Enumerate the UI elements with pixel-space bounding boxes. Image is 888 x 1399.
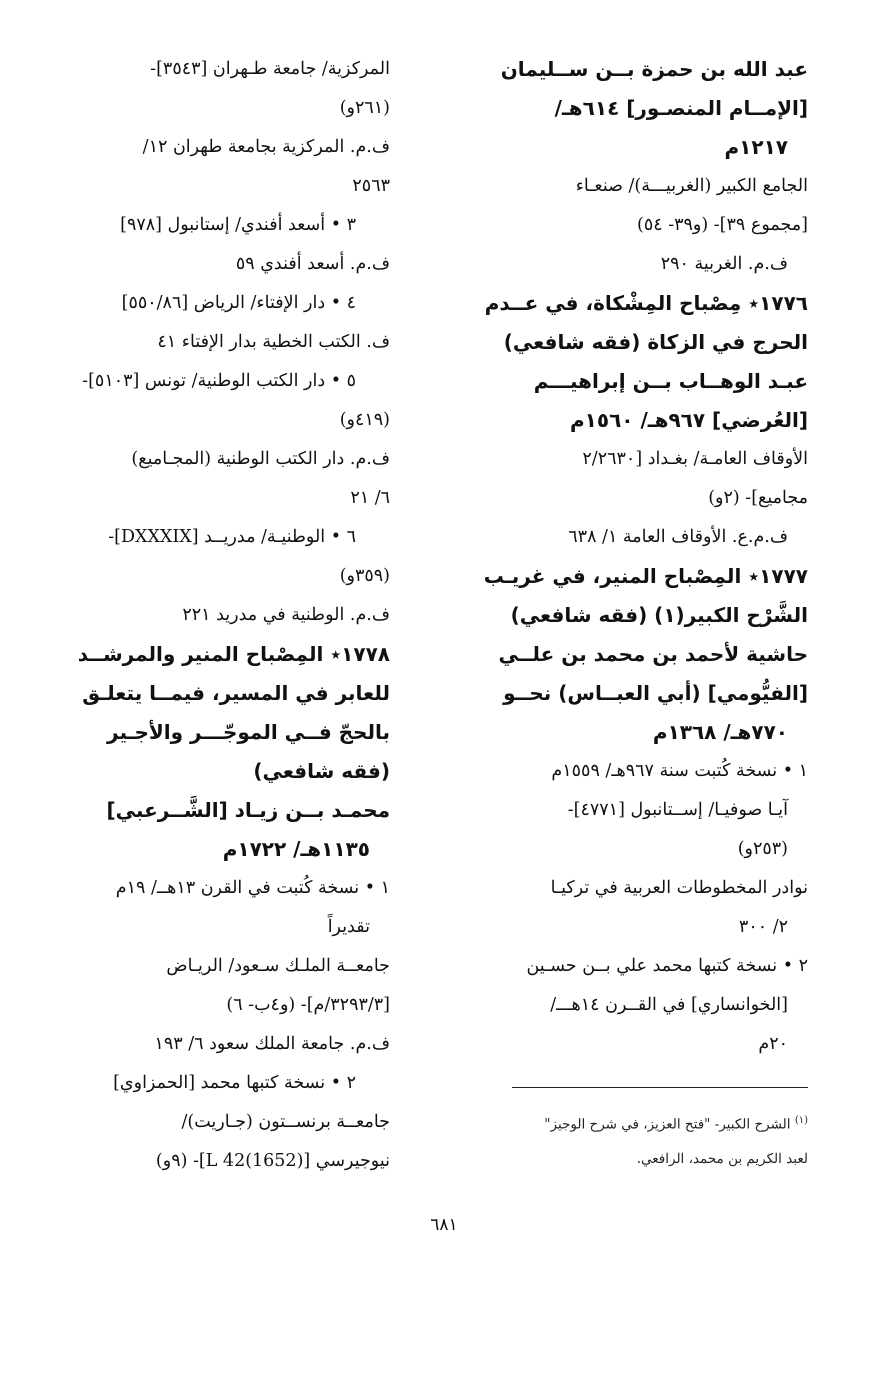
- right-column-line: ٢ • نسخة كتبها محمد علي بــن حسـين: [526, 956, 808, 976]
- left-column-line: ٣ • أسعد أفندي/ إستانبول [٩٧٨]: [120, 215, 356, 235]
- right-column-line: ١٧٧٧٭ المِصْباح المنير، في غريـب: [483, 564, 808, 588]
- right-column-line: الشَّرْح الكبير(١) (فقه شافعي): [510, 603, 808, 627]
- right-column-line: [الفيُّومي] (أبي العبــاس) نحــو: [503, 681, 808, 705]
- left-column-line: (٣٥٩و): [339, 566, 390, 586]
- left-column-line: ٤ • دار الإفتاء/ الرياض [٥٥٠/٨٦]: [121, 293, 356, 313]
- left-column-line: جامعــة برنســتون (جـاريت)/: [181, 1112, 390, 1132]
- right-column-line: حاشية لأحمد بن محمد بن علــي: [498, 642, 808, 666]
- left-column-line: ٢ • نسخة كتبها محمد [الحمزاوي]: [113, 1073, 356, 1093]
- left-column-line: للعابر في المسير، فيمــا يتعلـق: [82, 681, 390, 705]
- right-column-line: عبد الله بن حمزة بــن ســليمان: [500, 57, 808, 81]
- right-column-line: [العُرضي] ٩٦٧هـ/ ١٥٦٠م: [569, 408, 808, 432]
- footnote-text-1: الشرح الكبير- "فتح العزيز، في شرح الوجيز": [544, 1116, 791, 1133]
- right-column-line: ١ • نسخة كُتبت سنة ٩٦٧هـ/ ١٥٥٩م: [551, 761, 808, 781]
- left-column-line: جامعــة الملـك سـعود/ الريـاض: [166, 956, 390, 976]
- footnote-marker: (١): [794, 1115, 808, 1126]
- left-column-line: ف. الكتب الخطية بدار الإفتاء ٤١: [157, 332, 390, 352]
- left-column-line: ف.م. دار الكتب الوطنية (المجـاميع): [131, 449, 390, 469]
- left-column-line: ٢٥٦٣: [352, 176, 390, 196]
- right-column-line: عبـد الوهــاب بــن إبراهيـــم: [533, 369, 808, 393]
- left-column-line: المركزية/ جامعة طـهران [٣٥٤٣]-: [150, 59, 390, 79]
- right-column-line: (٢٥٣و): [737, 839, 788, 859]
- right-column-line: ٢٠م: [758, 1034, 788, 1054]
- right-column-line: نوادر المخطوطات العربية في تركيـا: [550, 878, 808, 898]
- left-column-line: ١١٣٥هـ/ ١٧٢٢م: [222, 837, 370, 861]
- left-column-line: ف.م. المركزية بجامعة طهران ١٢/: [142, 137, 390, 157]
- footnote: [476, 1104, 808, 1176]
- right-column-line: ١٧٧٦٭ مِصْباح المِشْكاة، في عــدم: [484, 291, 808, 315]
- right-column-line: ١٢١٧م: [724, 135, 788, 159]
- footnote-divider: [512, 1087, 808, 1088]
- footnote-text-2: لعبد الكريم بن محمد، الرافعي.: [636, 1150, 808, 1167]
- right-column-line: [الخوانساري] في القــرن ١٤هـــ/: [550, 995, 788, 1015]
- right-column-line: [مجموع ٣٩]- (و٣٩- ٥٤): [636, 215, 808, 235]
- left-column-line: ف.م. الوطنية في مدريد ٢٢١: [182, 605, 390, 625]
- left-column-line: تقديراً: [327, 917, 370, 937]
- right-column-line: الجامع الكبير (الغربيـــة)/ صنعـاء: [575, 176, 808, 196]
- right-column-line: الحرج في الزكاة (فقه شافعي): [503, 330, 808, 354]
- left-column-line: ف.م. جامعة الملك سعود ٦/ ١٩٣: [154, 1034, 390, 1054]
- right-column-line: مجاميع]- (٢و): [708, 488, 808, 508]
- left-column-line: بالحجّ فــي الموجّـــر والأجـير: [107, 720, 390, 744]
- right-column-line: الأوقاف العامـة/ بغـداد [٢/٢٦٣٠: [582, 449, 808, 469]
- left-column-line: (٤١٩و): [339, 410, 390, 430]
- right-column-line: ٢/ ٣٠٠: [738, 917, 788, 937]
- left-column-line: ف.م. أسعد أفندي ٥٩: [235, 254, 390, 274]
- right-column: [476, 50, 808, 1064]
- left-column-line: [٣٢٩٣/٣/م]- (و٤ب- ٦): [226, 995, 390, 1015]
- right-column-line: ٧٧٠هـ/ ١٣٦٨م: [652, 720, 788, 744]
- left-column-line: ٥ • دار الكتب الوطنية/ تونس [٥١٠٣]-: [82, 371, 356, 391]
- right-column-line: آيـا صوفيـا/ إســتانبول [٤٧٧١]-: [567, 800, 788, 820]
- page-number: ٦٨١: [430, 1215, 458, 1235]
- footnote-line-1: [476, 1104, 808, 1142]
- left-column-line: محمـد بــن زيـاد [الشَّــرعبي]: [106, 798, 390, 822]
- left-column-line: ١ • نسخة كُتبت في القرن ١٣هــ/ ١٩م: [115, 878, 390, 898]
- left-column-line: ٦ • الوطنيـة/ مدريــد [DXXXIX]-: [108, 527, 356, 547]
- left-column-line: (٢٦١و): [339, 98, 390, 118]
- right-column-line: ف.م. الغربية ٢٩٠: [660, 254, 788, 274]
- right-column-line: [الإمــام المنصـور] ٦١٤هـ/: [554, 96, 808, 120]
- left-column-line: ١٧٧٨٭ المِصْباح المنير والمرشــد: [77, 642, 390, 666]
- left-column-line: (فقه شافعي): [253, 759, 390, 783]
- left-column-line: ٦/ ٢١: [350, 488, 390, 508]
- left-column: [70, 50, 390, 1181]
- right-column-line: ف.م.ع. الأوقاف العامة ١/ ٦٣٨: [568, 527, 788, 547]
- left-column-line: نيوجيرسي [L 42(1652)]- (٩و): [155, 1151, 390, 1171]
